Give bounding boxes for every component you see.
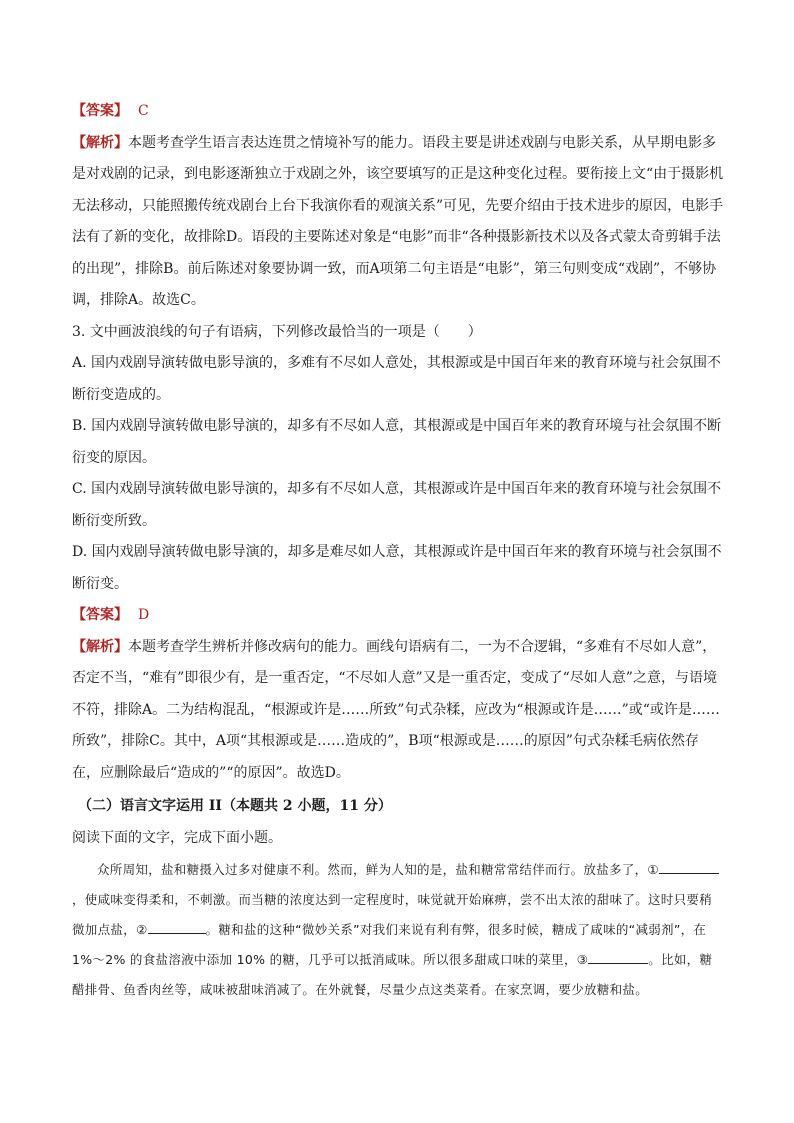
analysis-label: 【解析】 <box>72 638 128 655</box>
option-d: D. 国内戏剧导演转做电影导演的，却多是难尽如人意，其根源或许是中国百年来的教育环境与社会氛围不断衍变。 <box>72 544 722 592</box>
answer-label: 【答案】 <box>72 103 128 119</box>
fill-blank-1 <box>659 860 719 874</box>
answer-value: C <box>138 103 149 119</box>
option-c: C. 国内戏剧导演转做电影导演的，却多有不尽如人意，其根源或许是中国百年来的教育环境与社会氛围不断衍变所致。 <box>72 481 722 529</box>
document-page <box>72 96 724 1005</box>
passage-text: 。比如，糖醋排骨、鱼香肉丝等，咸味被甜味消减了。在外就餐，尽量少点这类菜肴。在家烹调，要少放糖和盐。 <box>72 951 713 997</box>
answer-line-2 <box>72 600 724 632</box>
option-b: B. 国内戏剧导演转做电影导演的，却多有不尽如人意，其根源或是中国百年来的教育环境与社会氛围不断衍变的原因。 <box>72 418 722 466</box>
blank-marker-1: ① <box>647 861 659 877</box>
blank-marker-2: ② <box>136 921 148 937</box>
analysis-paragraph-2 <box>72 632 724 790</box>
answer-line-1 <box>72 96 724 128</box>
section-heading: （二）语言文字运用 II（本题共 2 小题，11 分） <box>78 798 392 814</box>
passage-text: ，使咸味变得柔和，不刺激。而当糖的浓度达到一定程度时，味觉就开始麻痹，尝不出太浓的甜味了。这时只要稍微加点盐， <box>72 891 713 937</box>
reading-instruction: 阅读下面的文字，完成下面小题。 <box>72 830 282 846</box>
reading-passage <box>72 855 724 1005</box>
option-a: A. 国内戏剧导演转做电影导演的，多难有不尽如人意处，其根源或是中国百年来的教育环境与社会氛围不断衍变造成的。 <box>72 355 722 403</box>
passage-text: 。糖和盐的这种“微妙关系”对我们来说有利有弊，很多时候，糖成了咸味的“减弱剂”，在 1%～2% 的食盐溶液中添加 10% 的糖，几乎可以抵消咸味。所以很多甜咸口味的菜里， <box>72 921 707 967</box>
fill-blank-2 <box>148 920 206 934</box>
analysis-paragraph-1 <box>72 128 724 317</box>
passage-text: 众所周知，盐和糖摄入过多对健康不利。然而，鲜为人知的是，盐和糖常常结伴而行。放盐多了， <box>97 861 648 877</box>
blank-marker-3: ③ <box>576 951 589 967</box>
analysis-label: 【解析】 <box>72 134 128 151</box>
question-stem: 3. 文中画波浪线的句子有语病，下列修改最恰当的一项是（ ） <box>72 323 482 340</box>
analysis-text: 本题考查学生辨析并修改病句的能力。画线句语病有二，一为不合逻辑，“多难有不尽如人意”，否定不当，“难有”即很少有，是一重否定，“不尽如人意”又是一重否定，变成了“尽如人意”之意，与语境不符，排除A。二为结构混乱，“根源或许是……所致”句式杂糅，应改为“根源或许是……”或“或许是……所致”，排除C。其中，A项“其根源或是……造成的”，B项“根源或是……的原因”句式杂糅毛病依然存在，应删除最后“造成的”“的原因”。故选D。 <box>72 638 720 781</box>
analysis-text: 本题考查学生语言表达连贯之情境补写的能力。语段主要是讲述戏剧与电影关系，从早期电影多是对戏剧的记录，到电影逐渐独立于戏剧之外，该空要填写的正是这种变化过程。要衔接上文“由于摄影机无法移动，只能照搬传统戏剧台上台下我演你看的观演关系”可见，先要介绍由于技术进步的原因，电影手法有了新的变化，故排除D。语段的主要陈述对象是“电影”而非“各种摄影新技术以及各式蒙太奇剪辑手法的出现”，排除B。前后陈述对象要协调一致，而A项第二句主语是“电影”，第三句则变成“戏剧”，不够协调，排除A。故选C。 <box>72 134 724 308</box>
answer-value: D <box>138 607 150 623</box>
fill-blank-3 <box>588 950 648 964</box>
answer-label: 【答案】 <box>72 607 128 623</box>
